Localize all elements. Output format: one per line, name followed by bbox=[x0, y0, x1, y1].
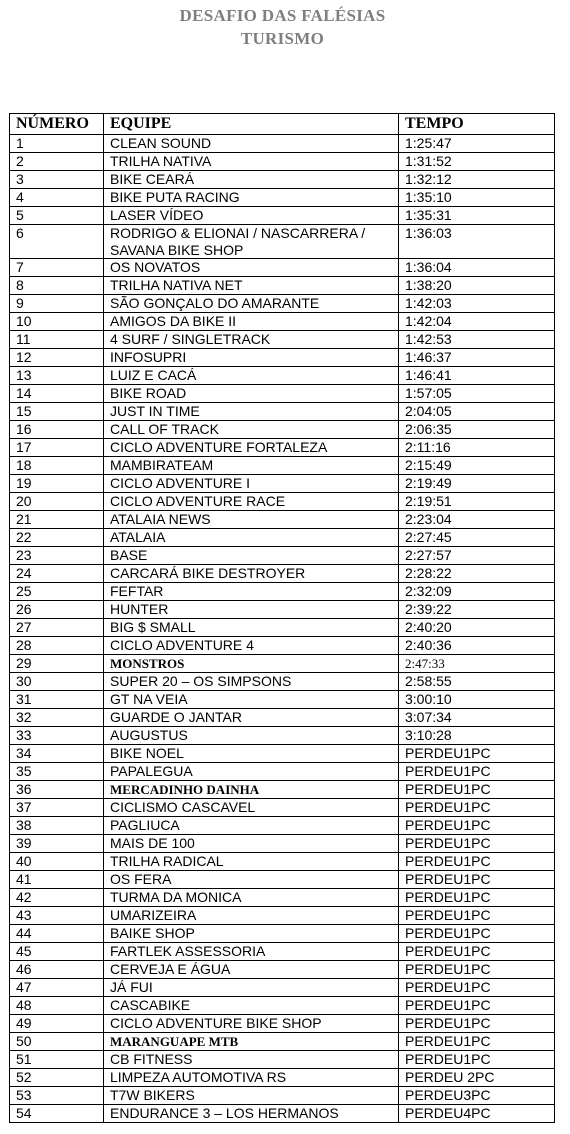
results-table bbox=[9, 113, 555, 1123]
cell-equipe: CICLISMO CASCAVEL bbox=[104, 799, 399, 817]
cell-tempo: 1:42:03 bbox=[399, 295, 555, 313]
cell-equipe: ATALAIA bbox=[104, 529, 399, 547]
cell-tempo: 3:07:34 bbox=[399, 709, 555, 727]
table-row bbox=[10, 349, 555, 367]
cell-tempo: PERDEU3PC bbox=[399, 1087, 555, 1105]
cell-equipe: CASCABIKE bbox=[104, 997, 399, 1015]
cell-numero: 22 bbox=[10, 529, 104, 547]
table-row bbox=[10, 817, 555, 835]
cell-tempo: 2:40:20 bbox=[399, 619, 555, 637]
cell-tempo: PERDEU4PC bbox=[399, 1105, 555, 1123]
cell-numero: 28 bbox=[10, 637, 104, 655]
table-row bbox=[10, 979, 555, 997]
header-equipe: EQUIPE bbox=[104, 114, 399, 135]
cell-tempo: 2:47:33 bbox=[399, 655, 555, 673]
cell-equipe: 4 SURF / SINGLETRACK bbox=[104, 331, 399, 349]
cell-numero: 36 bbox=[10, 781, 104, 799]
table-row bbox=[10, 673, 555, 691]
table-row bbox=[10, 655, 555, 673]
cell-tempo: PERDEU1PC bbox=[399, 925, 555, 943]
page-title: DESAFIO DAS FALÉSIAS bbox=[179, 6, 386, 25]
cell-numero: 45 bbox=[10, 943, 104, 961]
cell-equipe: LIMPEZA AUTOMOTIVA RS bbox=[104, 1069, 399, 1087]
cell-numero: 48 bbox=[10, 997, 104, 1015]
table-row bbox=[10, 943, 555, 961]
cell-tempo: 1:38:20 bbox=[399, 277, 555, 295]
cell-numero: 31 bbox=[10, 691, 104, 709]
cell-equipe: CICLO ADVENTURE 4 bbox=[104, 637, 399, 655]
cell-numero: 24 bbox=[10, 565, 104, 583]
cell-numero: 29 bbox=[10, 655, 104, 673]
cell-numero: 9 bbox=[10, 295, 104, 313]
table-row bbox=[10, 835, 555, 853]
table-row bbox=[10, 135, 555, 153]
table-row bbox=[10, 709, 555, 727]
cell-equipe: CICLO ADVENTURE FORTALEZA bbox=[104, 439, 399, 457]
cell-numero: 38 bbox=[10, 817, 104, 835]
cell-equipe: CALL OF TRACK bbox=[104, 421, 399, 439]
table-row bbox=[10, 1033, 555, 1051]
cell-equipe: SÃO GONÇALO DO AMARANTE bbox=[104, 295, 399, 313]
cell-numero: 11 bbox=[10, 331, 104, 349]
cell-equipe: CICLO ADVENTURE RACE bbox=[104, 493, 399, 511]
page-subtitle: TURISMO bbox=[240, 29, 325, 48]
cell-numero: 15 bbox=[10, 403, 104, 421]
cell-tempo: PERDEU1PC bbox=[399, 817, 555, 835]
cell-numero: 25 bbox=[10, 583, 104, 601]
cell-equipe: HUNTER bbox=[104, 601, 399, 619]
cell-numero: 44 bbox=[10, 925, 104, 943]
cell-tempo: PERDEU1PC bbox=[399, 889, 555, 907]
table-row bbox=[10, 799, 555, 817]
header-tempo: TEMPO bbox=[399, 114, 555, 135]
table-row bbox=[10, 511, 555, 529]
cell-tempo: PERDEU1PC bbox=[399, 943, 555, 961]
table-row bbox=[10, 601, 555, 619]
cell-tempo: PERDEU1PC bbox=[399, 781, 555, 799]
table-row bbox=[10, 1087, 555, 1105]
cell-equipe: TURMA DA MONICA bbox=[104, 889, 399, 907]
cell-numero: 6 bbox=[10, 225, 104, 259]
cell-equipe: CB FITNESS bbox=[104, 1051, 399, 1069]
cell-equipe: PAGLIUCA bbox=[104, 817, 399, 835]
cell-equipe: T7W BIKERS bbox=[104, 1087, 399, 1105]
cell-tempo: 2:27:45 bbox=[399, 529, 555, 547]
cell-equipe: CERVEJA E ÁGUA bbox=[104, 961, 399, 979]
cell-tempo: 2:32:09 bbox=[399, 583, 555, 601]
cell-tempo: PERDEU1PC bbox=[399, 961, 555, 979]
cell-numero: 26 bbox=[10, 601, 104, 619]
cell-equipe: JÁ FUI bbox=[104, 979, 399, 997]
cell-equipe: LASER VÍDEO bbox=[104, 207, 399, 225]
cell-numero: 49 bbox=[10, 1015, 104, 1033]
cell-numero: 37 bbox=[10, 799, 104, 817]
cell-tempo: 3:00:10 bbox=[399, 691, 555, 709]
cell-equipe: CARCARÁ BIKE DESTROYER bbox=[104, 565, 399, 583]
cell-equipe: BAIKE SHOP bbox=[104, 925, 399, 943]
cell-numero: 2 bbox=[10, 153, 104, 171]
table-row bbox=[10, 781, 555, 799]
cell-tempo: 1:42:53 bbox=[399, 331, 555, 349]
table-row bbox=[10, 727, 555, 745]
cell-numero: 17 bbox=[10, 439, 104, 457]
cell-tempo: PERDEU1PC bbox=[399, 835, 555, 853]
cell-numero: 54 bbox=[10, 1105, 104, 1123]
table-row bbox=[10, 529, 555, 547]
cell-equipe: MONSTROS bbox=[104, 655, 399, 673]
cell-equipe: BASE bbox=[104, 547, 399, 565]
cell-equipe: ENDURANCE 3 – LOS HERMANOS bbox=[104, 1105, 399, 1123]
cell-numero: 50 bbox=[10, 1033, 104, 1051]
cell-equipe: BIKE NOEL bbox=[104, 745, 399, 763]
cell-equipe: OS NOVATOS bbox=[104, 259, 399, 277]
header-numero: NÚMERO bbox=[10, 114, 104, 135]
table-row bbox=[10, 997, 555, 1015]
cell-tempo: 1:25:47 bbox=[399, 135, 555, 153]
cell-tempo: PERDEU1PC bbox=[399, 763, 555, 781]
cell-equipe: FEFTAR bbox=[104, 583, 399, 601]
cell-tempo: 1:57:05 bbox=[399, 385, 555, 403]
cell-numero: 18 bbox=[10, 457, 104, 475]
cell-tempo: 2:19:49 bbox=[399, 475, 555, 493]
cell-numero: 42 bbox=[10, 889, 104, 907]
cell-tempo: 2:23:04 bbox=[399, 511, 555, 529]
table-row bbox=[10, 385, 555, 403]
cell-equipe: BIKE CEARÁ bbox=[104, 171, 399, 189]
table-row bbox=[10, 745, 555, 763]
table-row bbox=[10, 457, 555, 475]
cell-equipe: CLEAN SOUND bbox=[104, 135, 399, 153]
cell-numero: 7 bbox=[10, 259, 104, 277]
cell-numero: 53 bbox=[10, 1087, 104, 1105]
cell-equipe: JUST IN TIME bbox=[104, 403, 399, 421]
cell-numero: 20 bbox=[10, 493, 104, 511]
cell-tempo: 2:19:51 bbox=[399, 493, 555, 511]
cell-tempo: 2:40:36 bbox=[399, 637, 555, 655]
cell-equipe: INFOSUPRI bbox=[104, 349, 399, 367]
table-row bbox=[10, 619, 555, 637]
table-row bbox=[10, 475, 555, 493]
cell-numero: 46 bbox=[10, 961, 104, 979]
cell-numero: 13 bbox=[10, 367, 104, 385]
cell-numero: 16 bbox=[10, 421, 104, 439]
cell-tempo: PERDEU1PC bbox=[399, 745, 555, 763]
cell-equipe: BIKE ROAD bbox=[104, 385, 399, 403]
cell-tempo: 2:39:22 bbox=[399, 601, 555, 619]
table-row bbox=[10, 1015, 555, 1033]
cell-tempo: 2:28:22 bbox=[399, 565, 555, 583]
cell-numero: 14 bbox=[10, 385, 104, 403]
cell-numero: 5 bbox=[10, 207, 104, 225]
table-row bbox=[10, 225, 555, 259]
table-row bbox=[10, 871, 555, 889]
cell-tempo: 2:06:35 bbox=[399, 421, 555, 439]
table-row bbox=[10, 1051, 555, 1069]
cell-equipe: ATALAIA NEWS bbox=[104, 511, 399, 529]
cell-equipe: PAPALEGUA bbox=[104, 763, 399, 781]
cell-numero: 41 bbox=[10, 871, 104, 889]
cell-tempo: PERDEU1PC bbox=[399, 1033, 555, 1051]
cell-equipe: OS FERA bbox=[104, 871, 399, 889]
table-header-row bbox=[10, 114, 555, 135]
cell-numero: 52 bbox=[10, 1069, 104, 1087]
cell-tempo: PERDEU1PC bbox=[399, 907, 555, 925]
table-row bbox=[10, 565, 555, 583]
cell-numero: 43 bbox=[10, 907, 104, 925]
cell-tempo: 2:11:16 bbox=[399, 439, 555, 457]
table-row bbox=[10, 331, 555, 349]
cell-tempo: PERDEU1PC bbox=[399, 853, 555, 871]
cell-numero: 35 bbox=[10, 763, 104, 781]
cell-tempo: 1:35:10 bbox=[399, 189, 555, 207]
cell-numero: 47 bbox=[10, 979, 104, 997]
cell-tempo: PERDEU1PC bbox=[399, 979, 555, 997]
cell-equipe: BIG $ SMALL bbox=[104, 619, 399, 637]
cell-tempo: PERDEU 2PC bbox=[399, 1069, 555, 1087]
table-row bbox=[10, 1069, 555, 1087]
cell-tempo: 2:15:49 bbox=[399, 457, 555, 475]
cell-equipe: TRILHA NATIVA bbox=[104, 153, 399, 171]
table-row bbox=[10, 583, 555, 601]
cell-equipe: GUARDE O JANTAR bbox=[104, 709, 399, 727]
table-row bbox=[10, 153, 555, 171]
table-row bbox=[10, 547, 555, 565]
table-row bbox=[10, 493, 555, 511]
table-row bbox=[10, 889, 555, 907]
cell-numero: 39 bbox=[10, 835, 104, 853]
table-row bbox=[10, 403, 555, 421]
cell-tempo: PERDEU1PC bbox=[399, 1051, 555, 1069]
cell-equipe: UMARIZEIRA bbox=[104, 907, 399, 925]
cell-numero: 34 bbox=[10, 745, 104, 763]
table-row bbox=[10, 189, 555, 207]
cell-numero: 1 bbox=[10, 135, 104, 153]
cell-numero: 51 bbox=[10, 1051, 104, 1069]
cell-tempo: 1:32:12 bbox=[399, 171, 555, 189]
cell-equipe: MAMBIRATEAM bbox=[104, 457, 399, 475]
table-row bbox=[10, 1105, 555, 1123]
cell-tempo: 1:36:04 bbox=[399, 259, 555, 277]
table-row bbox=[10, 763, 555, 781]
cell-tempo: 1:46:37 bbox=[399, 349, 555, 367]
cell-numero: 19 bbox=[10, 475, 104, 493]
table-row bbox=[10, 367, 555, 385]
cell-tempo: 3:10:28 bbox=[399, 727, 555, 745]
cell-tempo: 1:46:41 bbox=[399, 367, 555, 385]
cell-tempo: PERDEU1PC bbox=[399, 1015, 555, 1033]
cell-numero: 3 bbox=[10, 171, 104, 189]
cell-equipe: RODRIGO & ELIONAI / NASCARRERA / SAVANA BIKE SHOP bbox=[104, 225, 399, 259]
table-row bbox=[10, 295, 555, 313]
cell-numero: 30 bbox=[10, 673, 104, 691]
cell-tempo: 2:04:05 bbox=[399, 403, 555, 421]
cell-numero: 33 bbox=[10, 727, 104, 745]
cell-equipe: MERCADINHO DAINHA bbox=[104, 781, 399, 799]
cell-tempo: PERDEU1PC bbox=[399, 871, 555, 889]
cell-equipe: CICLO ADVENTURE BIKE SHOP bbox=[104, 1015, 399, 1033]
cell-tempo: PERDEU1PC bbox=[399, 997, 555, 1015]
table-row bbox=[10, 907, 555, 925]
cell-equipe: AUGUSTUS bbox=[104, 727, 399, 745]
table-row bbox=[10, 421, 555, 439]
cell-tempo: 1:36:03 bbox=[399, 225, 555, 259]
table-row bbox=[10, 925, 555, 943]
cell-tempo: 1:35:31 bbox=[399, 207, 555, 225]
cell-numero: 40 bbox=[10, 853, 104, 871]
table-row bbox=[10, 259, 555, 277]
table-row bbox=[10, 691, 555, 709]
cell-equipe: GT NA VEIA bbox=[104, 691, 399, 709]
cell-tempo: PERDEU1PC bbox=[399, 799, 555, 817]
cell-tempo: 1:42:04 bbox=[399, 313, 555, 331]
table-row bbox=[10, 207, 555, 225]
table-row bbox=[10, 637, 555, 655]
cell-equipe: CICLO ADVENTURE I bbox=[104, 475, 399, 493]
cell-numero: 23 bbox=[10, 547, 104, 565]
cell-equipe: LUIZ E CACÁ bbox=[104, 367, 399, 385]
cell-numero: 12 bbox=[10, 349, 104, 367]
cell-numero: 4 bbox=[10, 189, 104, 207]
table-row bbox=[10, 439, 555, 457]
table-row bbox=[10, 313, 555, 331]
table-row bbox=[10, 961, 555, 979]
cell-tempo: 2:27:57 bbox=[399, 547, 555, 565]
cell-tempo: 1:31:52 bbox=[399, 153, 555, 171]
cell-equipe: TRILHA RADICAL bbox=[104, 853, 399, 871]
table-row bbox=[10, 277, 555, 295]
cell-numero: 10 bbox=[10, 313, 104, 331]
cell-equipe: MARANGUAPE MTB bbox=[104, 1033, 399, 1051]
cell-equipe: BIKE PUTA RACING bbox=[104, 189, 399, 207]
table-row bbox=[10, 171, 555, 189]
table-row bbox=[10, 853, 555, 871]
cell-tempo: 2:58:55 bbox=[399, 673, 555, 691]
cell-numero: 8 bbox=[10, 277, 104, 295]
cell-numero: 32 bbox=[10, 709, 104, 727]
cell-equipe: MAIS DE 100 bbox=[104, 835, 399, 853]
cell-equipe: AMIGOS DA BIKE II bbox=[104, 313, 399, 331]
cell-equipe: SUPER 20 – OS SIMPSONS bbox=[104, 673, 399, 691]
cell-numero: 21 bbox=[10, 511, 104, 529]
cell-numero: 27 bbox=[10, 619, 104, 637]
cell-equipe: FARTLEK ASSESSORIA bbox=[104, 943, 399, 961]
cell-equipe: TRILHA NATIVA NET bbox=[104, 277, 399, 295]
